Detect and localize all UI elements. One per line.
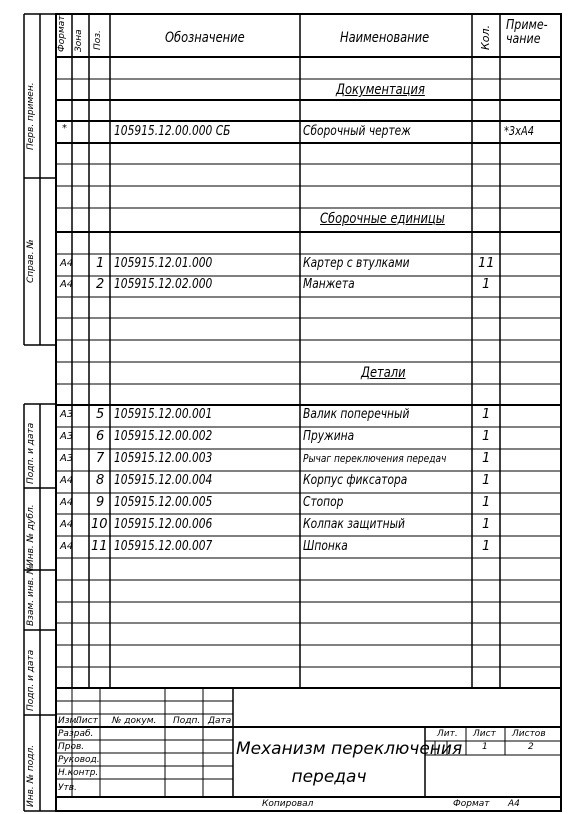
tb-list: Лист — [75, 716, 98, 726]
doc-row-format: * — [62, 123, 67, 134]
part-designation: 105915.12.00.002 — [114, 429, 213, 444]
asm-designation: 105915.12.02.000 — [114, 277, 213, 292]
part-designation: 105915.12.00.001 — [114, 407, 213, 422]
footer-format-value: А4 — [508, 799, 520, 809]
part-pos: 8 — [96, 473, 105, 488]
tb-lit: Лит. — [437, 729, 458, 739]
part-name: Рычаг переключения передач — [303, 452, 447, 465]
part-name: Стопор — [303, 495, 344, 510]
side-label-perv-primen: Перв. примен. — [26, 82, 36, 150]
asm-pos: 2 — [96, 277, 105, 292]
header-qty: Кол. — [479, 24, 492, 50]
side-label-vzam-inv: Взам. инв. № — [26, 564, 36, 626]
doc-row-name: Сборочный чертеж — [303, 124, 411, 139]
side-label-inv-podl: Инв. № подл. — [26, 744, 36, 807]
document-title-line-2: передач — [291, 767, 367, 787]
part-designation: 105915.12.00.004 — [114, 473, 213, 488]
section-documentation: Документация — [336, 82, 425, 98]
header-designation: Обозначение — [165, 30, 245, 46]
part-name: Колпак защитный — [303, 517, 405, 532]
asm-qty: 1 — [482, 277, 491, 292]
tb-razrab: Разраб. — [58, 729, 94, 739]
part-qty: 1 — [482, 495, 491, 510]
part-pos: 9 — [96, 495, 105, 510]
footer-copied: Копировал — [262, 799, 314, 809]
document-title-line-1: Механизм переключения — [236, 739, 463, 759]
footer-format-label: Формат — [453, 799, 490, 809]
header-format: Формат — [57, 15, 67, 52]
part-qty: 1 — [482, 473, 491, 488]
header-name: Наименование — [340, 30, 430, 46]
tb-podp: Подп. — [173, 716, 201, 726]
part-format: А4 — [60, 541, 74, 552]
asm-format: А4 — [60, 258, 74, 269]
part-designation: 105915.12.00.005 — [114, 495, 213, 510]
part-designation: 105915.12.00.003 — [114, 451, 213, 466]
part-format: А3 — [60, 409, 74, 420]
part-name: Пружина — [303, 429, 355, 444]
part-designation: 105915.12.00.007 — [114, 539, 213, 554]
tb-list-label: Лист — [473, 729, 496, 739]
section-parts: Детали — [361, 365, 406, 381]
tb-ndokum: № докум. — [112, 716, 157, 726]
tb-utv: Утв. — [58, 783, 77, 793]
asm-pos: 1 — [96, 256, 105, 271]
tb-listov-value: 2 — [528, 742, 534, 752]
part-name: Корпус фиксатора — [303, 473, 408, 488]
doc-row-designation: 105915.12.00.000 СБ — [114, 124, 231, 139]
part-qty: 1 — [482, 539, 491, 554]
part-pos: 10 — [91, 517, 108, 532]
tb-data: Дата — [208, 716, 232, 726]
side-label-sprav: Справ. № — [26, 239, 36, 283]
header-note: Приме- чание — [506, 18, 548, 47]
part-format: А4 — [60, 497, 74, 508]
part-format: А3 — [60, 431, 74, 442]
header-pos: Поз. — [93, 30, 103, 50]
part-qty: 1 — [482, 407, 491, 422]
asm-qty: 11 — [478, 256, 495, 271]
part-format: А4 — [60, 519, 74, 530]
tb-listov: Листов — [512, 729, 546, 739]
part-pos: 7 — [96, 451, 105, 466]
asm-name: Манжета — [303, 277, 355, 292]
tb-prov: Пров. — [58, 742, 85, 752]
part-pos: 11 — [91, 539, 108, 554]
header-zone: Зона — [74, 29, 84, 52]
side-label-podp-data-2: Подп. и дата — [26, 649, 36, 711]
part-format: А3 — [60, 453, 74, 464]
side-label-inv-dubl: Инв. № дубл. — [26, 504, 36, 566]
side-label-podp-data-1: Подп. и дата — [26, 422, 36, 484]
doc-row-note: *3хА4 — [504, 124, 535, 138]
part-qty: 1 — [482, 429, 491, 444]
section-assemblies: Сборочные единицы — [320, 211, 445, 227]
part-designation: 105915.12.00.006 — [114, 517, 213, 532]
asm-designation: 105915.12.01.000 — [114, 256, 213, 271]
asm-name: Картер с втулками — [303, 256, 410, 271]
part-pos: 5 — [96, 407, 105, 422]
asm-format: А4 — [60, 279, 74, 290]
part-name: Валик поперечный — [303, 407, 410, 422]
part-name: Шпонка — [303, 539, 348, 554]
part-qty: 1 — [482, 451, 491, 466]
part-format: А4 — [60, 475, 74, 486]
tb-rukovod: Руковод. — [58, 755, 100, 765]
part-qty: 1 — [482, 517, 491, 532]
tb-izm: Изм. — [58, 716, 80, 726]
tb-n-kontr: Н.контр. — [58, 768, 99, 778]
tb-list-value: 1 — [482, 742, 488, 752]
part-pos: 6 — [96, 429, 105, 444]
